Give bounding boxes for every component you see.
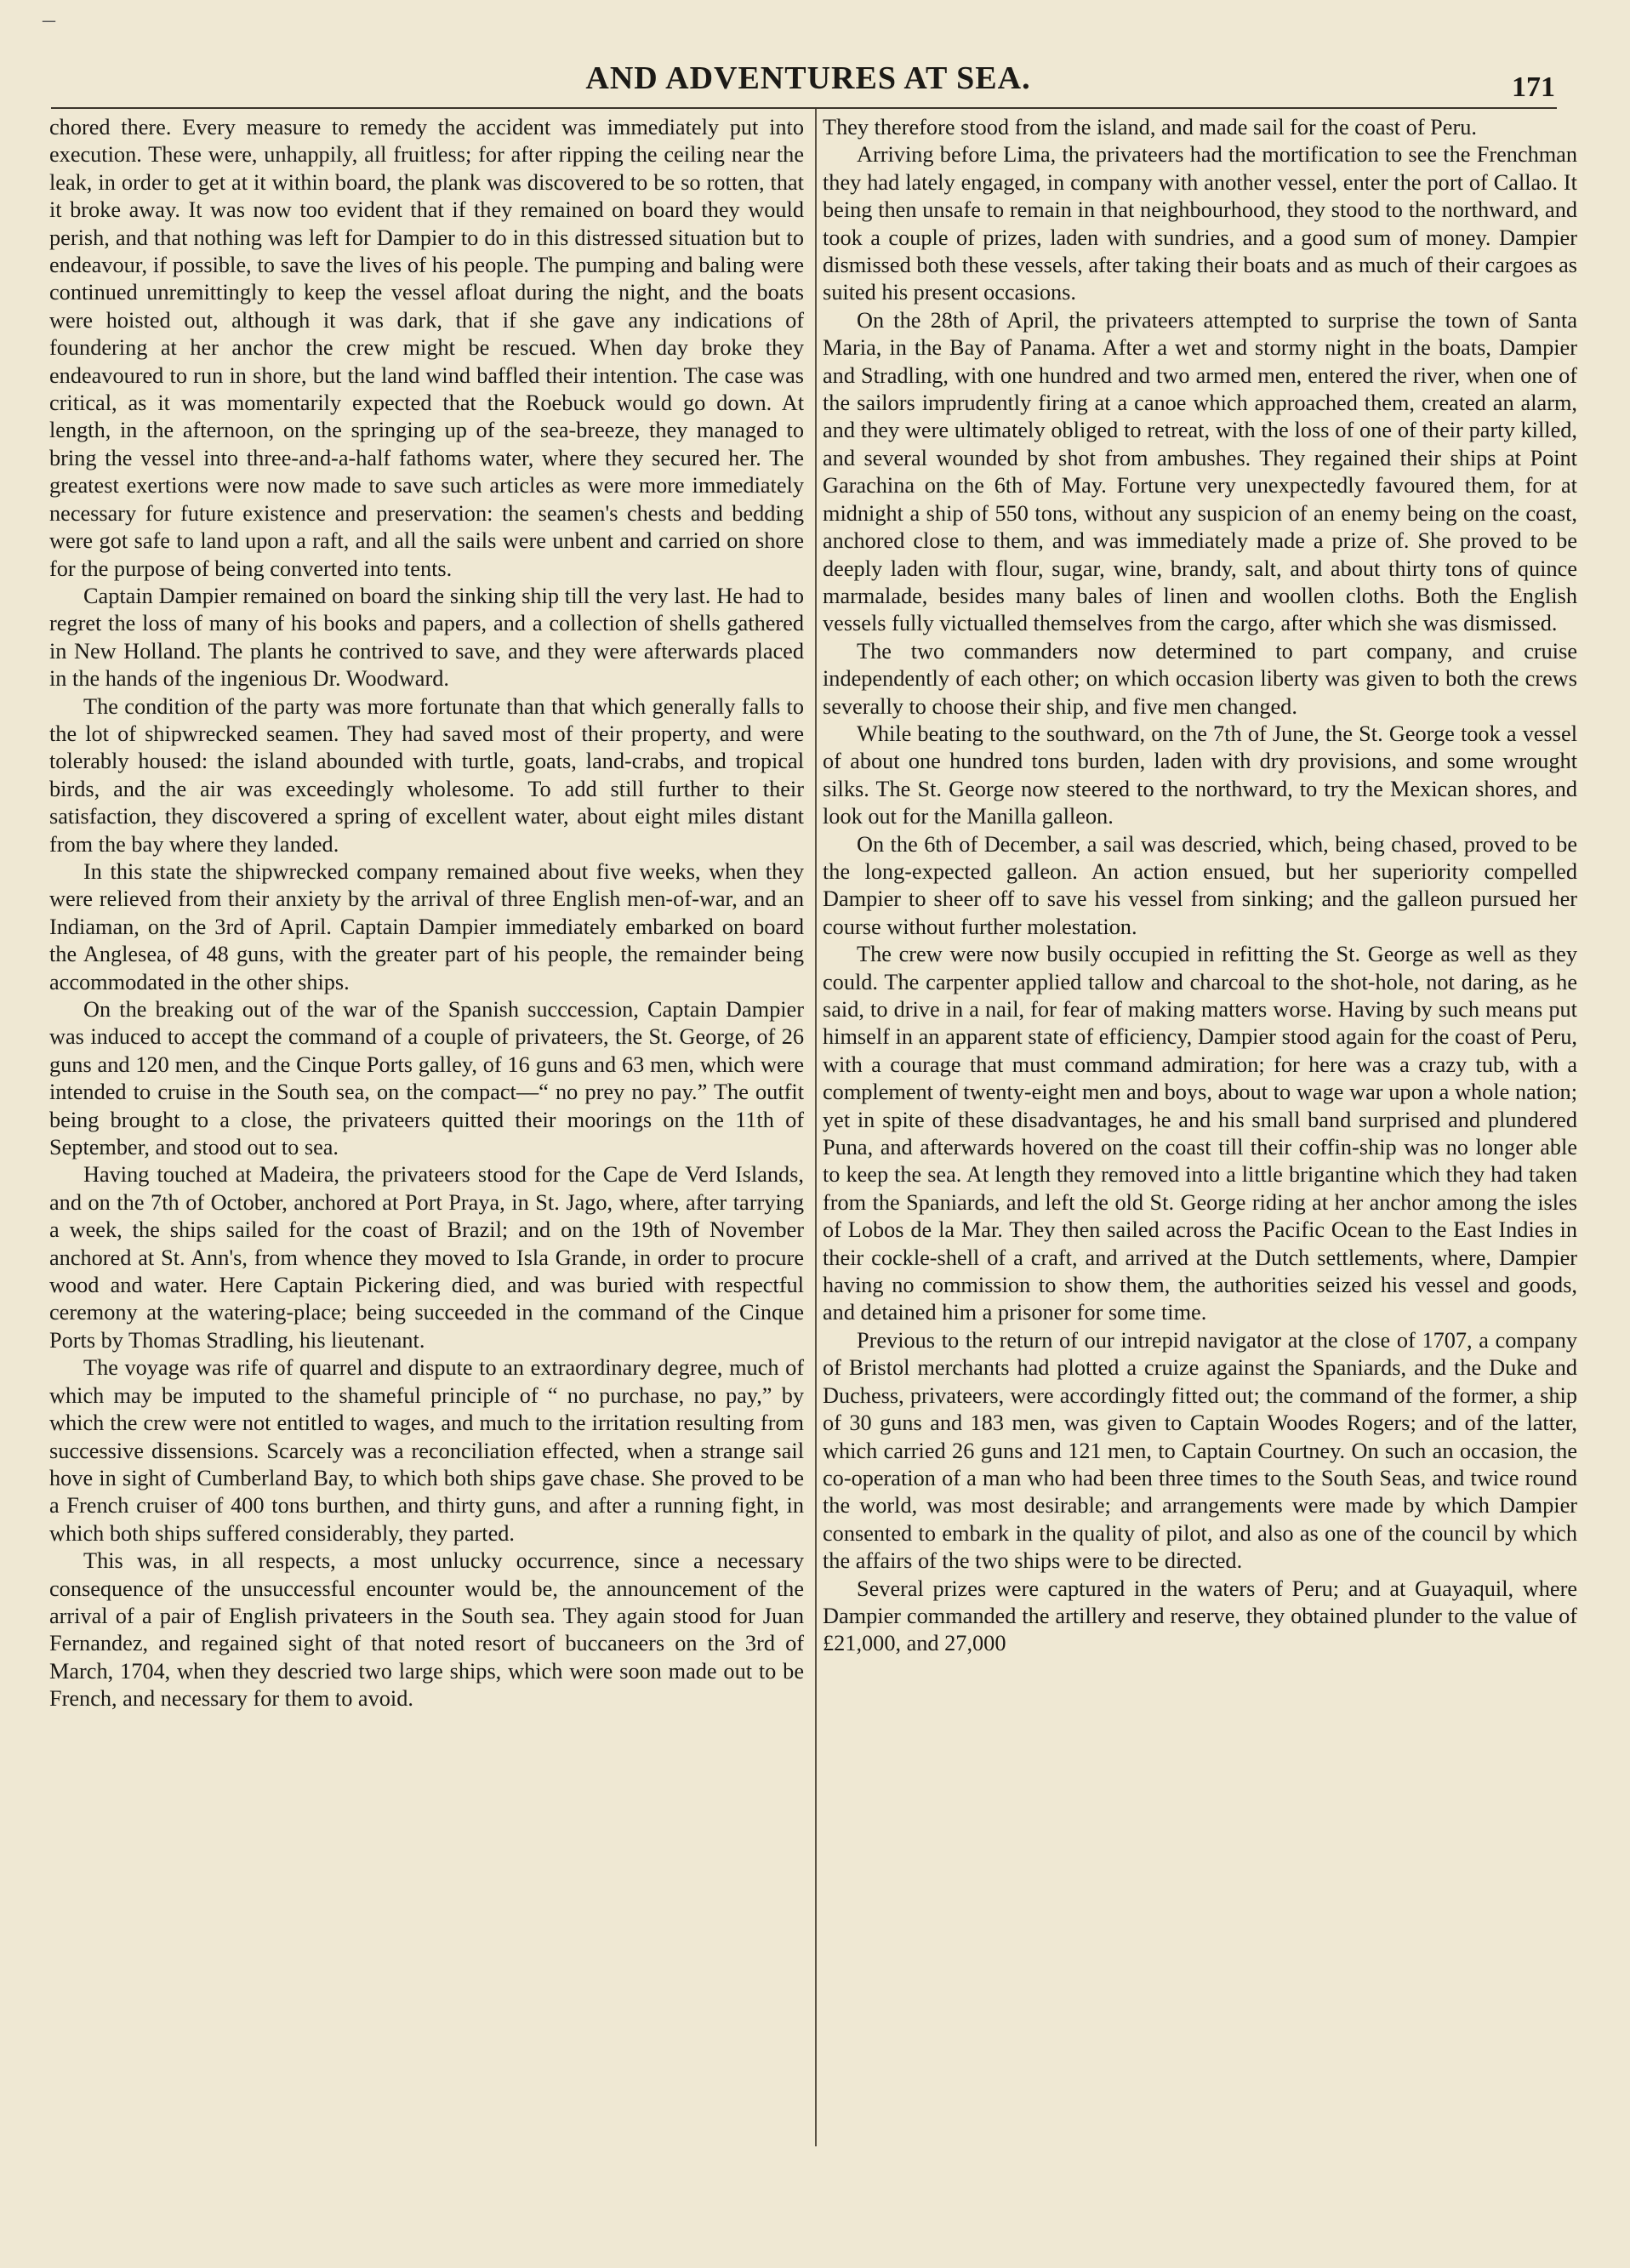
- paragraph: Several prizes were captured in the waters of Peru; and at Guayaquil, where Dampier commanded the artillery and reserve, they obtained plunder to the value of £21,000, and 27,000: [823, 1576, 1577, 1656]
- header-rule: [51, 107, 1557, 109]
- right-column: [823, 114, 1577, 1658]
- paragraph: On the breaking out of the war of the Spanish succcession, Captain Dampier was induced to accept the command of a couple of privateers, the St. George, of 26 guns and 120 men, and the Cinque Ports galley, of 16 guns and 63 men, which were intended to cruise in the South sea, on the compact—“ no prey no pay.” The outfit being brought to a close, the privateers quitted their moorings on the 11th of September, and stood out to sea.: [49, 997, 804, 1160]
- paragraph: chored there. Every measure to remedy the accident was immediately put into execution. These were, unhappily, all fruitless; for after ripping the ceiling near the leak, in order to get at it within board, the plank was discovered to be so rotten, that it broke away. It was now too evident that if they remained on board they would perish, and that nothing was left for Dampier to do in this distressed situation but to endeavour, if possible, to save the lives of his people. The pumping and baling were continued unremittingly to keep the vessel afloat during the night, and the boats were hoisted out, although it was dark, that if she gave any indications of foundering at her anchor the crew might be rescued. When day broke they endeavoured to run in shore, but the land wind baffled their intention. The case was critical, as it was momentarily expected that the Roebuck would go down. At length, in the afternoon, on the springing up of the sea-breeze, they managed to bring the vessel into three-and-a-half fathoms water, where they secured her. The greatest exertions were now made to save such articles as were more immediately necessary for future existence and preservation: the seamen's chests and bedding were got safe to land upon a raft, and all the sails were unbent and carried on shore for the purpose of being converted into tents.: [49, 115, 804, 581]
- paragraph: The condition of the party was more fortunate than that which generally falls to the lot of shipwrecked seamen. They had saved most of their property, and were tolerably housed: the island abounded with turtle, goats, land-crabs, and tropical birds, and the air was exceedingly wholesome. To add still further to their satisfaction, they discovered a spring of excellent water, about eight miles distant from the bay where they landed.: [49, 693, 804, 857]
- column-divider: [815, 109, 817, 2146]
- paragraph: The crew were now busily occupied in refitting the St. George as well as they could. The carpenter applied tallow and charcoal to the shot-hole, not daring, as he said, to drive in a nail, for fear of making matters worse. Having by such means put himself in an apparent state of efficiency, Dampier stood again for the coast of Peru, with a courage that must command admiration; for here was a crazy tub, with a complement of twenty-eight men and boys, about to wage war upon a whole nation; yet in spite of these disadvantages, he and his small band surprised and plundered Puna, and afterwards hovered on the coast till their coffin-ship was no longer able to keep the sea. At length they removed into a little brigantine which they had taken from the Spaniards, and left the old St. George riding at her anchor among the isles of Lobos de la Mar. They then sailed across the Pacific Ocean to the East Indies in their cockle-shell of a craft, and arrived at the Dutch settlements, where, Dampier having no commission to show them, the authorities seized his vessel and goods, and detained him a prisoner for some time.: [823, 942, 1577, 1325]
- paragraph: The voyage was rife of quarrel and dispute to an extraordinary degree, much of which may be imputed to the shameful principle of “ no purchase, no pay,” by which the crew were not entitled to wages, and much to the irritation resulting from successive dissensions. Scarcely was a reconciliation effected, when a strange sail hove in sight of Cumberland Bay, to which both ships gave chase. She proved to be a French cruiser of 400 tons burthen, and thirty guns, and after a running fight, in which both ships suffered considerably, they parted.: [49, 1355, 804, 1546]
- paragraph: Previous to the return of our intrepid navigator at the close of 1707, a company of Bristol merchants had plotted a cruize against the Spaniards, and the Duke and Duchess, privateers, were accordingly fitted out; the command of the former, a ship of 30 guns and 183 men, was given to Captain Woodes Rogers; and of the latter, which carried 26 guns and 121 men, to Captain Courtney. On such an occasion, the co-operation of a man who had been three times to the South Seas, and twice round the world, was most desirable; and arrangements were made by which Dampier consented to embark in the quality of pilot, and also as one of the council by which the affairs of the two ships were to be directed.: [823, 1327, 1577, 1574]
- paragraph: Arriving before Lima, the privateers had the mortification to see the Frenchman they had lately engaged, in company with another vessel, enter the port of Callao. It being then unsafe to remain in that neighbourhood, they stood to the northward, and took a couple of prizes, laden with sundries, and a good sum of money. Dampier dismissed both these vessels, after taking their boats and as much of their cargoes as suited his present occasions.: [823, 142, 1577, 305]
- paragraph: The two commanders now determined to part company, and cruise independently of each other; on which occasion liberty was given to both the crews severally to choose their ship, and five men changed.: [823, 638, 1577, 719]
- paragraph: On the 28th of April, the privateers attempted to surprise the town of Santa Maria, in the Bay of Panama. After a wet and stormy night in the boats, Dampier and Stradling, with one hundred and two armed men, entered the river, when one of the sailors imprudently firing at a canoe which approached them, created an alarm, and they were ultimately obliged to retreat, with the loss of one of their party killed, and several wounded by shot from ambushes. They regained their ships at Point Garachina on the 6th of May. Fortune very unexpectedly favoured them, for at midnight a ship of 550 tons, without any suspicion of an enemy being on the coast, anchored close to them, and was immediately made a prize of. She proved to be deeply laden with flour, sugar, wine, brandy, salt, and about thirty tons of quince marmalade, besides many bales of linen and woollen cloths. Both the English vessels fully victualled themselves from the cargo, after which she was dismissed.: [823, 307, 1577, 636]
- corner-mark: –: [43, 5, 55, 33]
- paragraph: They therefore stood from the island, and made sail for the coast of Peru.: [823, 115, 1477, 140]
- paragraph: This was, in all respects, a most unlucky occurrence, since a necessary consequence of the unsuccessful encounter would be, the announcement of the arrival of a pair of English privateers in the South sea. They again stood for Juan Fernandez, and regained sight of that noted resort of buccaneers on the 3rd of March, 1704, when they descried two large ships, which were soon made out to be French, and necessary for them to avoid.: [49, 1548, 804, 1712]
- left-column: [49, 114, 804, 1713]
- paragraph: On the 6th of December, a sail was descried, which, being chased, proved to be the long-expected galleon. An action ensued, but her superiority compelled Dampier to sheer off to save his vessel from sinking; and the galleon pursued her course without further molestation.: [823, 831, 1577, 939]
- paragraph: In this state the shipwrecked company remained about five weeks, when they were relieved from their anxiety by the arrival of three English men-of-war, and an Indiaman, on the 3rd of April. Captain Dampier immediately embarked on board the Anglesea, of 48 guns, with the greater part of his people, the remainder being accommodated in the other ships.: [49, 858, 804, 994]
- running-title: AND ADVENTURES AT SEA.: [585, 60, 1031, 96]
- paragraph: While beating to the southward, on the 7th of June, the St. George took a vessel of about one hundred tons burden, laden with dry provisions, and some wrought silks. The St. George now steered to the northward, to try the Mexican shores, and look out for the Manilla galleon.: [823, 721, 1577, 829]
- paragraph: Having touched at Madeira, the privateers stood for the Cape de Verd Islands, and on the 7th of October, anchored at Port Praya, in St. Jago, where, after tarrying a week, the ships sailed for the coast of Brazil; and on the 19th of November anchored at St. Ann's, from whence they moved to Isla Grande, in order to procure wood and water. Here Captain Pickering died, and was buried with respectful ceremony at the watering-place; being succeeded in the command of the Cinque Ports by Thomas Stradling, his lieutenant.: [49, 1162, 804, 1353]
- page-number: 171: [1512, 71, 1555, 103]
- page-header: [51, 53, 1565, 104]
- paragraph: Captain Dampier remained on board the sinking ship till the very last. He had to regret the loss of many of his books and papers, and a collection of shells gathered in New Holland. The plants he contrived to save, and they were afterwards placed in the hands of the ingenious Dr. Woodward.: [49, 583, 804, 692]
